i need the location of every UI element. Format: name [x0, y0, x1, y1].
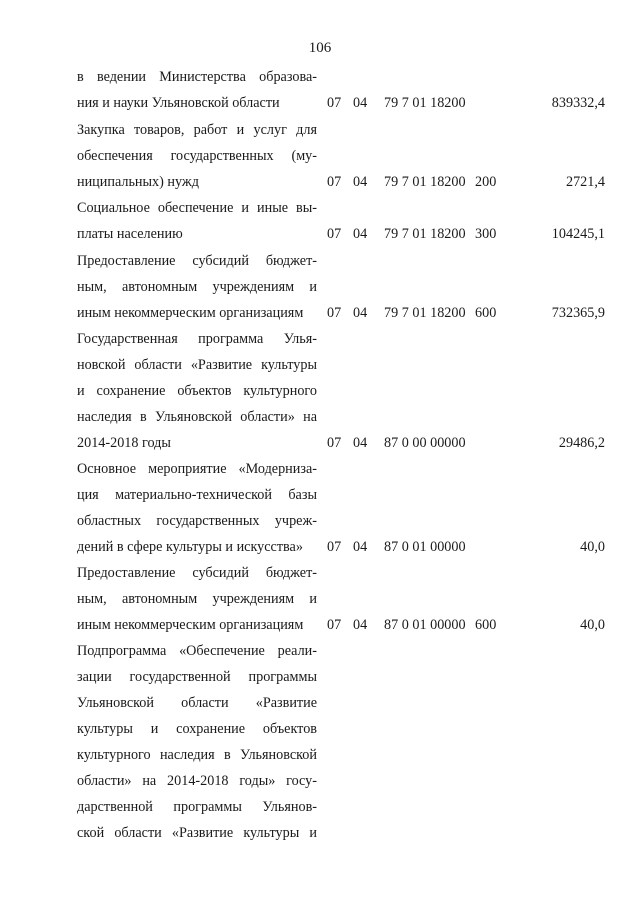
section-code: 07 [327, 226, 342, 242]
row-description-line: ния и науки Ульяновской области [77, 95, 280, 111]
row-description-line: ным, автономным учреждениям и [77, 591, 317, 607]
subsection-code: 04 [353, 435, 368, 451]
row-description-line: Основное мероприятие «Модерниза- [77, 461, 317, 477]
row-description-line: иным некоммерческим организациям [77, 617, 304, 633]
subsection-code: 04 [353, 305, 368, 321]
row-description-line: иным некоммерческим организациям [77, 305, 304, 321]
amount: 104245,1 [551, 226, 605, 242]
row-description-line: Государственная программа Улья- [77, 331, 317, 347]
amount: 2721,4 [565, 174, 605, 190]
target-article-code: 87 0 00 00000 [384, 435, 466, 451]
row-description-line: Подпрограмма «Обеспечение реали- [77, 643, 317, 659]
target-article-code: 79 7 01 18200 [384, 174, 466, 190]
section-code: 07 [327, 435, 342, 451]
row-description-line: ция материально-технической базы [77, 487, 317, 503]
subsection-code: 04 [353, 539, 368, 555]
target-article-code: 87 0 01 00000 [384, 617, 466, 633]
row-description-line: дений в сфере культуры и искусства» [77, 539, 303, 555]
row-description-line: ниципальных) нужд [77, 174, 199, 190]
row-description-line: дарственной программы Ульянов- [77, 799, 317, 815]
amount: 839332,4 [551, 95, 605, 111]
target-article-code: 79 7 01 18200 [384, 305, 466, 321]
expense-type-code: 200 [475, 174, 497, 190]
subsection-code: 04 [353, 226, 368, 242]
row-description-line: зации государственной программы [77, 669, 317, 685]
subsection-code: 04 [353, 95, 368, 111]
row-description-line: ным, автономным учреждениям и [77, 279, 317, 295]
section-code: 07 [327, 305, 342, 321]
amount: 40,0 [580, 539, 605, 555]
row-description-line: ской области «Развитие культуры и [77, 825, 317, 841]
row-description-line: обеспечения государственных (му- [77, 148, 317, 164]
section-code: 07 [327, 95, 342, 111]
row-description-line: и сохранение объектов культурного [77, 383, 317, 399]
subsection-code: 04 [353, 174, 368, 190]
amount: 29486,2 [558, 435, 605, 451]
target-article-code: 79 7 01 18200 [384, 226, 466, 242]
row-description-line: Предоставление субсидий бюджет- [77, 253, 317, 269]
target-article-code: 79 7 01 18200 [384, 95, 466, 111]
expense-type-code: 600 [475, 305, 497, 321]
row-description-line: культурного наследия в Ульяновской [77, 747, 317, 763]
page-number: 106 [308, 40, 332, 56]
row-description-line: культуры и сохранение объектов [77, 721, 317, 737]
expense-type-code: 600 [475, 617, 497, 633]
section-code: 07 [327, 174, 342, 190]
subsection-code: 04 [353, 617, 368, 633]
amount: 40,0 [580, 617, 605, 633]
row-description-line: Предоставление субсидий бюджет- [77, 565, 317, 581]
section-code: 07 [327, 617, 342, 633]
amount: 732365,9 [551, 305, 605, 321]
row-description-line: 2014-2018 годы [77, 435, 171, 451]
row-description-line: Закупка товаров, работ и услуг для [77, 122, 317, 138]
row-description-line: платы населению [77, 226, 183, 242]
row-description-line: области» на 2014-2018 годы» госу- [77, 773, 317, 789]
row-description-line: Ульяновской области «Развитие [77, 695, 317, 711]
row-description-line: областных государственных учреж- [77, 513, 317, 529]
row-description-line: наследия в Ульяновской области» на [77, 409, 317, 425]
row-description-line: в ведении Министерства образова- [77, 69, 317, 85]
row-description-line: Социальное обеспечение и иные вы- [77, 200, 317, 216]
target-article-code: 87 0 01 00000 [384, 539, 466, 555]
row-description-line: новской области «Развитие культуры [77, 357, 317, 373]
section-code: 07 [327, 539, 342, 555]
expense-type-code: 300 [475, 226, 497, 242]
